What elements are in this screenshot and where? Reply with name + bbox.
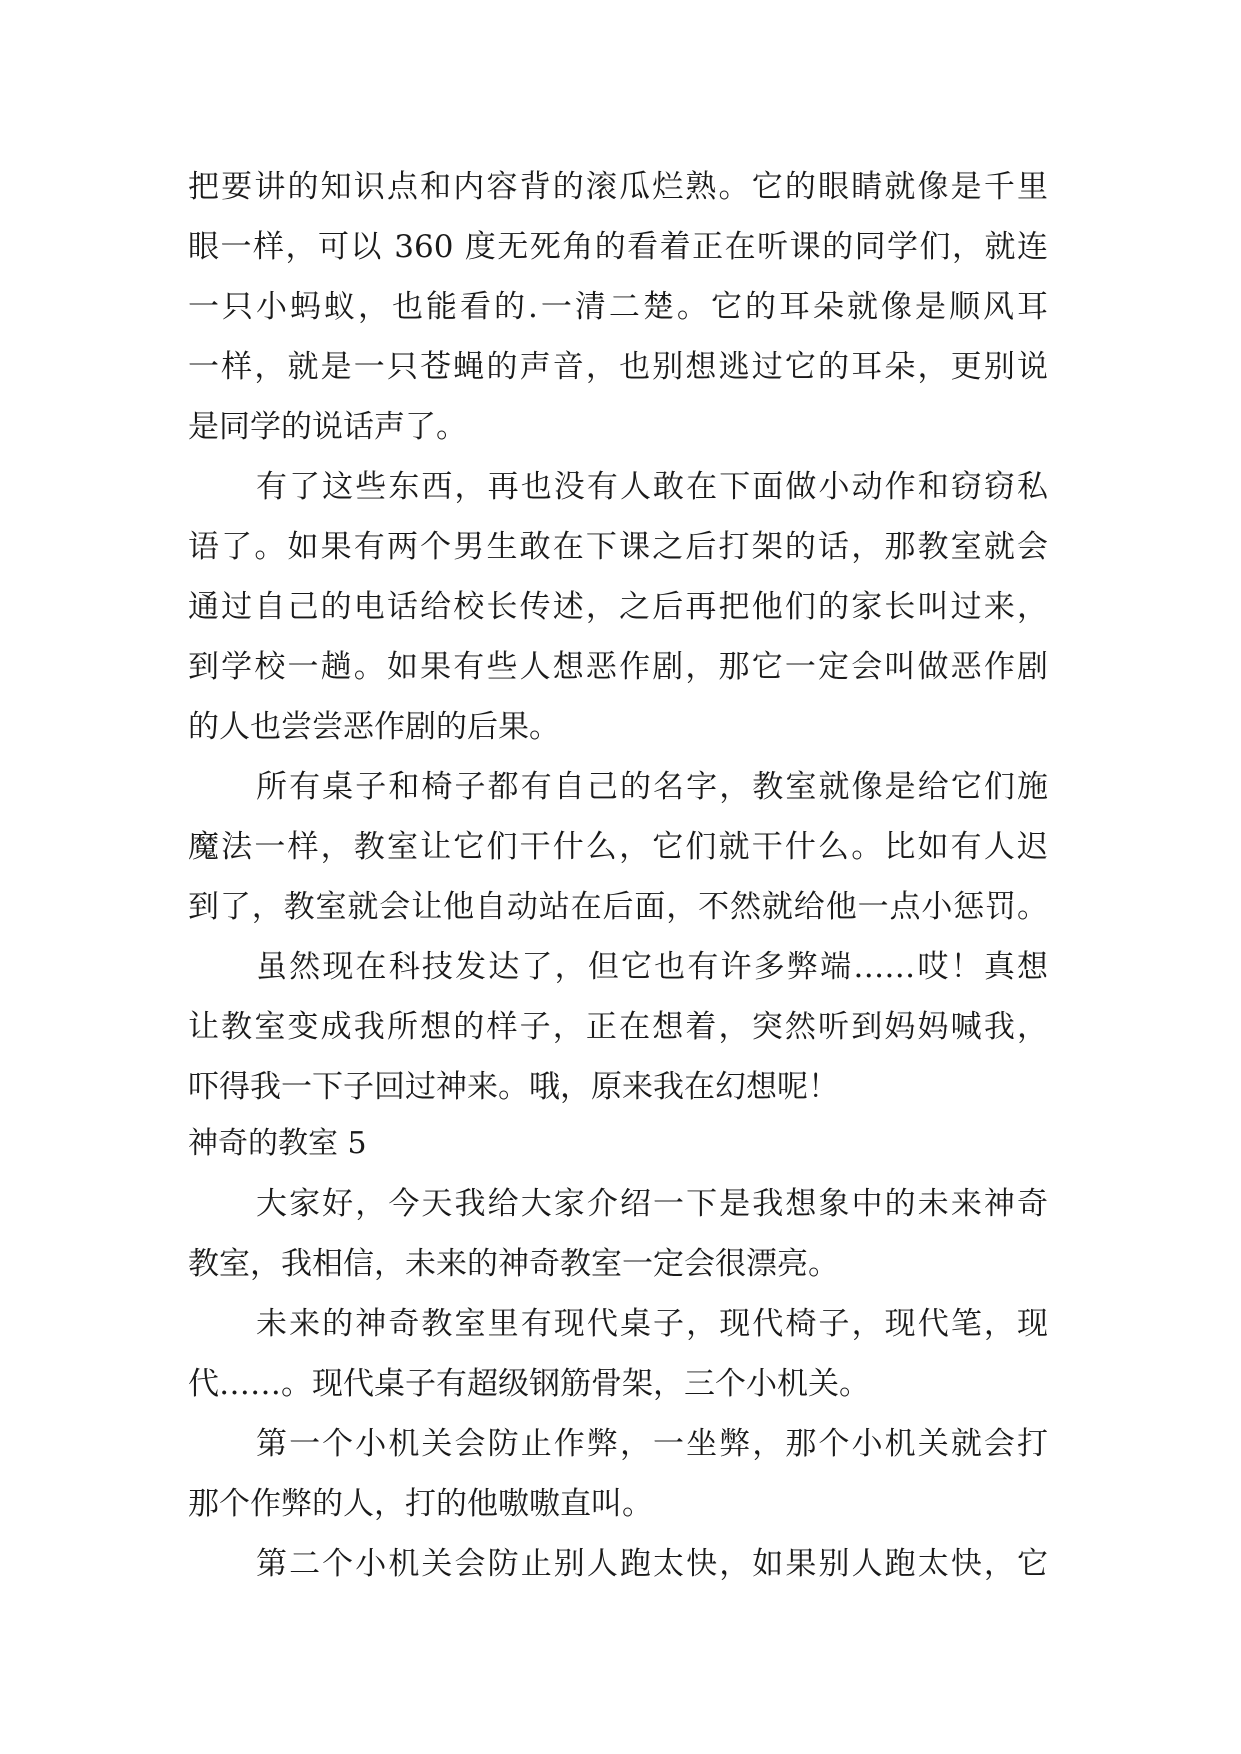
text-line: 到学校一趟。如果有些人想恶作剧，那它一定会叫做恶作剧 [188, 649, 1048, 685]
text-line: 让教室变成我所想的样子，正在想着，突然听到妈妈喊我， [188, 1009, 1048, 1045]
text-line: 教室，我相信，未来的神奇教室一定会很漂亮。 [188, 1246, 839, 1282]
text-line: 吓得我一下子回过神来。哦，原来我在幻想呢！ [188, 1069, 839, 1105]
section-heading: 神奇的教室 5 [188, 1126, 367, 1161]
text-line: 是同学的说话声了。 [188, 409, 467, 445]
text-line: 有了这些东西，再也没有人敢在下面做小动作和窃窃私 [256, 469, 1048, 505]
text-line: 未来的神奇教室里有现代桌子，现代椅子，现代笔，现 [256, 1306, 1048, 1342]
text-line: 到了，教室就会让他自动站在后面，不然就给他一点小惩罚。 [188, 889, 1048, 925]
text-line: 代……。现代桌子有超级钢筋骨架，三个小机关。 [188, 1366, 870, 1402]
text-line: 一只小蚂蚁，也能看的.一清二楚。它的耳朵就像是顺风耳 [188, 289, 1048, 325]
text-line: 虽然现在科技发达了，但它也有许多弊端……哎！真想 [256, 949, 1048, 985]
text-line: 魔法一样，教室让它们干什么，它们就干什么。比如有人迟 [188, 829, 1048, 865]
text-line: 大家好，今天我给大家介绍一下是我想象中的未来神奇 [256, 1186, 1048, 1222]
text-line: 那个作弊的人，打的他嗷嗷直叫。 [188, 1486, 653, 1522]
text-line: 第一个小机关会防止作弊，一坐弊，那个小机关就会打 [256, 1426, 1048, 1462]
text-line: 一样，就是一只苍蝇的声音，也别想逃过它的耳朵，更别说 [188, 349, 1048, 385]
text-line: 把要讲的知识点和内容背的滚瓜烂熟。它的眼睛就像是千里 [188, 169, 1048, 205]
text-line: 所有桌子和椅子都有自己的名字，教室就像是给它们施 [256, 769, 1048, 805]
text-line: 通过自己的电话给校长传述，之后再把他们的家长叫过来， [188, 589, 1048, 625]
text-line: 眼一样，可以 360 度无死角的看着正在听课的同学们，就连 [188, 229, 1048, 265]
text-line: 语了。如果有两个男生敢在下课之后打架的话，那教室就会 [188, 529, 1048, 565]
text-line: 第二个小机关会防止别人跑太快，如果别人跑太快，它 [256, 1546, 1048, 1582]
text-line: 的人也尝尝恶作剧的后果。 [188, 709, 560, 745]
